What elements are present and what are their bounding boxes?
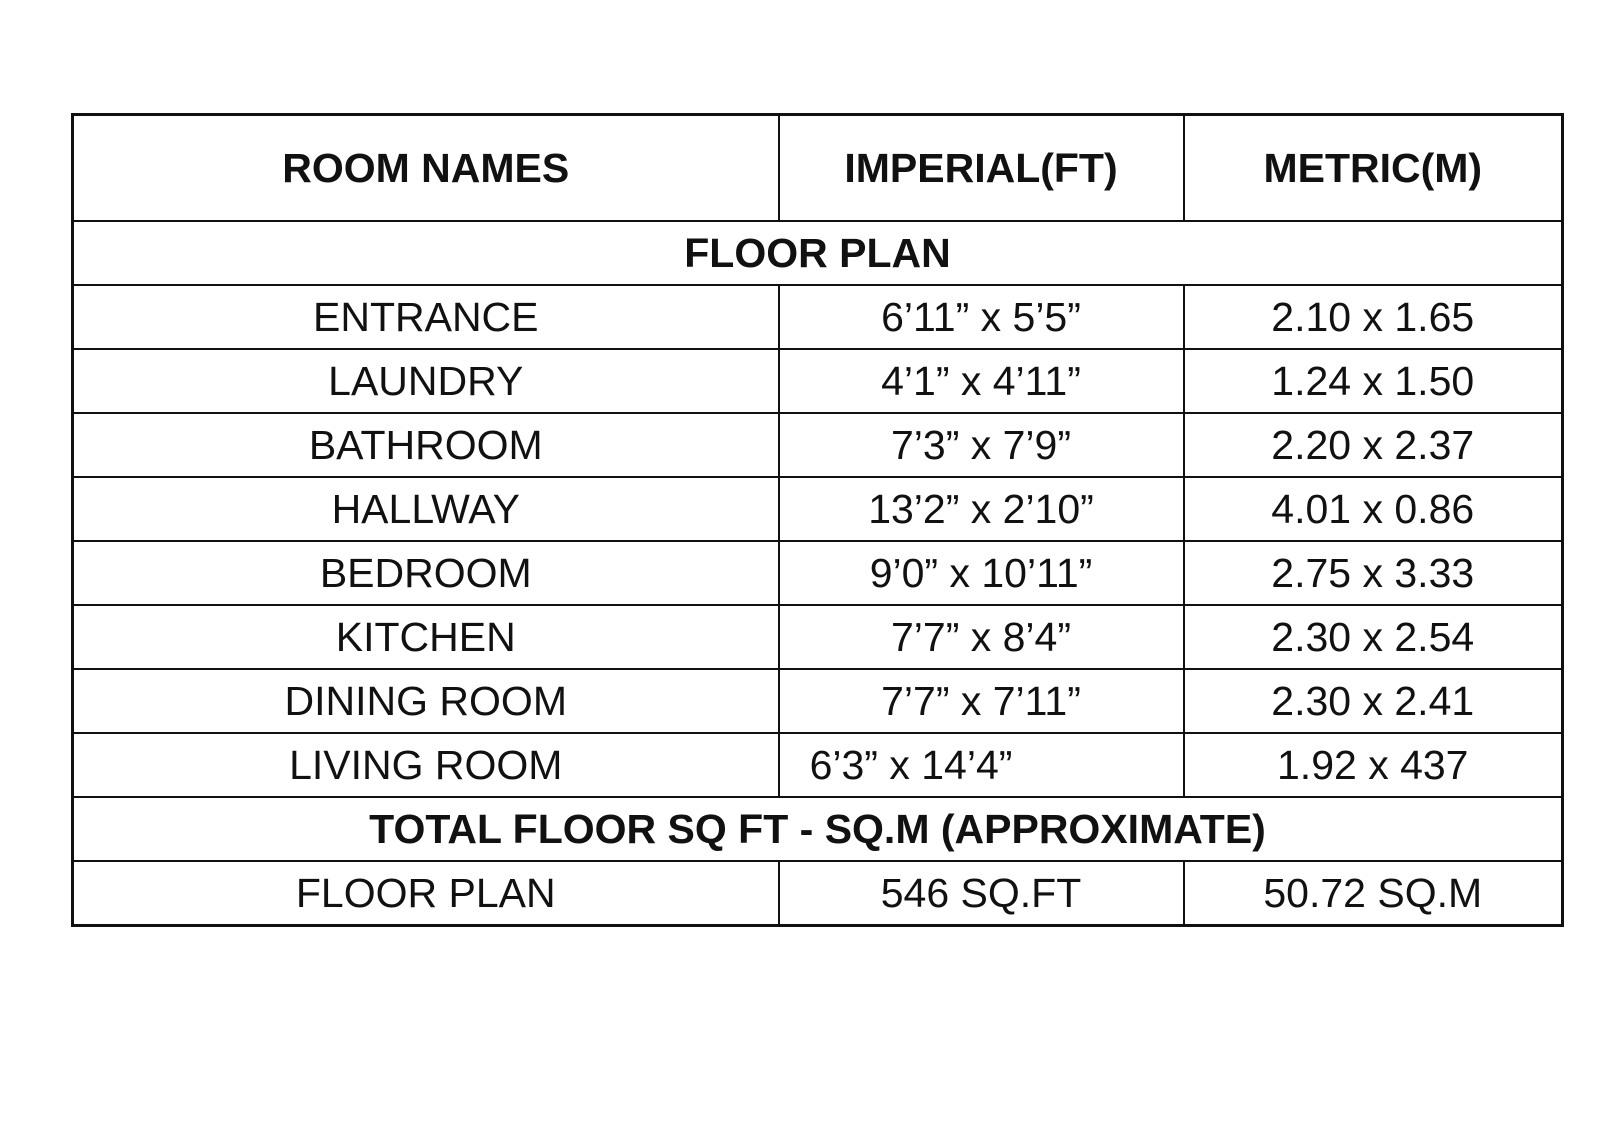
room-imperial-text: 6’3” x 14’4” <box>809 741 1013 788</box>
room-metric: 2.75 x 3.33 <box>1184 541 1563 605</box>
total-row <box>73 861 1563 926</box>
room-name: LIVING ROOM <box>73 733 779 797</box>
header-metric: METRIC(M) <box>1184 115 1563 222</box>
room-name: BEDROOM <box>73 541 779 605</box>
table-row <box>73 413 1563 477</box>
room-metric: 2.20 x 2.37 <box>1184 413 1563 477</box>
room-metric: 2.30 x 2.54 <box>1184 605 1563 669</box>
room-name: DINING ROOM <box>73 669 779 733</box>
room-metric: 4.01 x 0.86 <box>1184 477 1563 541</box>
total-metric: 50.72 SQ.M <box>1184 861 1563 926</box>
room-imperial: 9’0” x 10’11” <box>779 541 1184 605</box>
table-row <box>73 477 1563 541</box>
room-imperial: 6’11” x 5’5” <box>779 285 1184 349</box>
room-name: KITCHEN <box>73 605 779 669</box>
total-name: FLOOR PLAN <box>73 861 779 926</box>
room-imperial: 7’7” x 7’11” <box>779 669 1184 733</box>
table-row <box>73 541 1563 605</box>
table-row <box>73 349 1563 413</box>
room-imperial: 13’2” x 2’10” <box>779 477 1184 541</box>
room-name: ENTRANCE <box>73 285 779 349</box>
table-header-row <box>73 115 1563 222</box>
room-metric: 1.24 x 1.50 <box>1184 349 1563 413</box>
section-row-total <box>73 797 1563 861</box>
table-row <box>73 605 1563 669</box>
table-row <box>73 285 1563 349</box>
table-row <box>73 669 1563 733</box>
total-imperial: 546 SQ.FT <box>779 861 1184 926</box>
header-imperial: IMPERIAL(FT) <box>779 115 1184 222</box>
floor-plan-sheet <box>71 113 1561 927</box>
table-row <box>73 733 1563 797</box>
room-name: BATHROOM <box>73 413 779 477</box>
section-row-floor-plan <box>73 221 1563 285</box>
room-name: HALLWAY <box>73 477 779 541</box>
room-imperial <box>779 733 1184 797</box>
room-metric: 2.30 x 2.41 <box>1184 669 1563 733</box>
room-imperial: 7’7” x 8’4” <box>779 605 1184 669</box>
room-metric: 1.92 x 437 <box>1184 733 1563 797</box>
room-name: LAUNDRY <box>73 349 779 413</box>
room-metric: 2.10 x 1.65 <box>1184 285 1563 349</box>
room-imperial: 7’3” x 7’9” <box>779 413 1184 477</box>
header-room-names: ROOM NAMES <box>73 115 779 222</box>
section-title-total: TOTAL FLOOR SQ FT - SQ.M (APPROXIMATE) <box>73 797 1563 861</box>
room-dimensions-table <box>71 113 1564 927</box>
room-imperial: 4’1” x 4’11” <box>779 349 1184 413</box>
section-title-floor-plan: FLOOR PLAN <box>73 221 1563 285</box>
